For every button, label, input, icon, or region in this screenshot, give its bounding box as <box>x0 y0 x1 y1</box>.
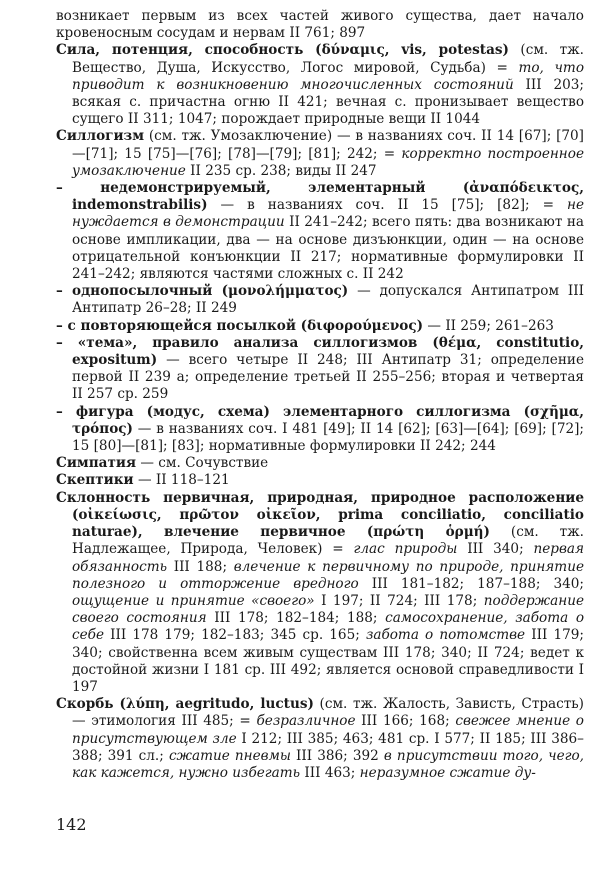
entry-text: — всего четыре II 248; III Антипатр 31; определение первой II 239 a; определение третьей II 255–256; вторая и четвертая II 257 ср. 259 <box>72 352 584 403</box>
entry-text: — в названиях соч. I 481 [49]; II 14 [62]; [63]—[64]; [69]; [72]; 15 [80]—[81]; [83]; нормативные формулировки II 242; 244 <box>72 420 584 455</box>
entry-heading: Скорбь (λύπη, aegritudo, luctus) <box>56 696 314 713</box>
page-number: 142 <box>56 815 87 834</box>
entry-text: III 340; <box>457 541 534 558</box>
entry-italic: неразумное сжатие ду- <box>359 764 536 781</box>
entry-heading: – недемонстрируемый, элементарный (ἀναπόδεικτος, indemonstrabilis) <box>56 180 584 214</box>
index-subentry-odnoposylochnyi <box>56 283 584 317</box>
index-entry-sila <box>56 42 584 128</box>
entry-heading: – с повторяющейся посылкой (διφορούμενος) <box>56 317 424 334</box>
document-page <box>56 8 584 782</box>
index-subentry-figura <box>56 404 584 456</box>
entry-italic: сжатие пневмы <box>168 747 291 764</box>
entry-text: III 178; 182–184; 188; <box>206 610 386 627</box>
index-entry-simpatiya <box>56 455 584 472</box>
entry-italic: безразличное <box>256 713 356 730</box>
entry-heading: Склонность первичная, природная, природное расположение (οἰκείωσις, πρῶτον οἰκεῖον, prima conciliatio, conciliatio naturae), влечение первичное (πρώτη ὁρμή) <box>56 489 584 541</box>
entry-italic: ощущение и принятие «своего» <box>72 592 315 609</box>
entry-text: — в названиях соч. II 15 [75]; [82]; = <box>207 197 567 214</box>
index-entry-skeptiki <box>56 472 584 489</box>
entry-text: (см. тж. Жалость, Зависть, Страсть) — этимология III 485; = <box>72 696 584 730</box>
entry-text: III 166; 168; <box>355 713 456 730</box>
index-entry-skorb <box>56 696 584 782</box>
entry-italic: влечение к первичному по природе, принятие полезного и отторжение вредного <box>72 558 584 592</box>
entry-heading: Скептики <box>56 472 134 489</box>
entry-heading: – фигура (модус, схема) элементарного силлогизма (σχῆμα, τρόπος) <box>56 403 584 437</box>
entry-italic: забота о потомстве <box>365 627 526 644</box>
entry-italic: первая обязанность <box>72 541 584 575</box>
continuation-line: возникает первым из всех частей живого существа, дает начало кровеносным сосудам и нервам II 761; 897 <box>56 8 584 42</box>
index-subentry-povtoryayushcheisya <box>56 318 584 335</box>
entry-text: III 203; всякая с. причастна огню II 421; вечная с. пронизывает вещество сущего II 311; 1047; порождает природные вещи II 1044 <box>72 76 584 128</box>
index-subentry-tema <box>56 335 584 404</box>
continuation-text <box>56 8 584 42</box>
entry-italic: глас природы <box>353 541 458 558</box>
entry-italic: свежее мнение о присутствующем зле <box>72 713 584 747</box>
entry-text: — II 259; 261–263 <box>423 317 554 334</box>
entry-text: (см. тж. Надлежащее, Природа, Человек) = <box>72 524 584 558</box>
entry-text: II 241–242; всего пять: два возникают на основе импликации, два — на основе дизъюнкции, один — на основе отрицательной конъюнкции II 217; нормативные формулировки II 241–242; являются частями сложных с. II 242 <box>72 214 584 283</box>
entry-text: — допускался Антипатром III Антипатр 26–28; II 249 <box>72 283 584 317</box>
entry-italic: в присутствии того, чего, как кажется, нужно избегать <box>72 747 584 781</box>
entry-text: — II 118–121 <box>133 472 230 489</box>
index-subentry-nedemonstriruemyi <box>56 180 584 283</box>
entry-italic: не нуждается в демонстрации <box>72 197 584 231</box>
entry-text: III 463; <box>300 764 360 781</box>
entry-heading: – «тема», правило анализа силлогизмов (θέμα, constitutio, expositum) <box>56 334 584 369</box>
entry-italic: то, что приводит к возникновению многочисленных состояний <box>72 59 585 93</box>
entry-text: I 197; II 724; III 178; <box>314 592 484 609</box>
entry-text: I 212; III 385; 463; 481 ср. I 577; II 185; III 386–388; 391 сл.; <box>72 730 584 764</box>
entry-text: III 386; 392 <box>290 747 384 764</box>
entry-italic: корректно построенное умозаключение <box>72 145 584 179</box>
entry-heading: Силлогизм <box>56 128 145 145</box>
entry-text: II 235 ср. 238; виды II 247 <box>185 162 377 179</box>
entry-text: III 188; <box>167 558 234 575</box>
entry-text: — см. Сочувствие <box>136 455 269 472</box>
entry-text: (см. тж. Умозаключение) — в названиях соч. II 14 [67]; [70]—[71]; 15 [75]—[76]; [78]—[79]; [81]; 242; = <box>72 128 584 162</box>
entry-text: III 181–182; 187–188; 340; <box>358 575 584 592</box>
entry-italic: самосохранение, забота о себе <box>72 610 585 644</box>
entry-text: III 178 179; 182–183; 345 ср. 165; <box>104 627 366 644</box>
entry-text: (см. тж. Вещество, Душа, Искусство, Логос мировой, Судьба) = <box>72 42 584 76</box>
entry-text: III 179; 340; свойственна всем живым существам III 178; 340; II 724; ведет к достойной жизни I 181 ср. III 492; является основой справедливости I 197 <box>72 627 584 695</box>
index-entry-sillogizm <box>56 128 584 180</box>
entry-heading: Симпатия <box>56 455 137 472</box>
entry-heading: – однопосылочный (μονολήμματος) <box>56 283 349 300</box>
entry-italic: поддержание своего состояния <box>72 592 584 627</box>
entry-heading: Сила, потенция, способность (δύναμις, vis, potestas) <box>56 42 509 59</box>
index-entry-sklonnost <box>56 490 584 696</box>
